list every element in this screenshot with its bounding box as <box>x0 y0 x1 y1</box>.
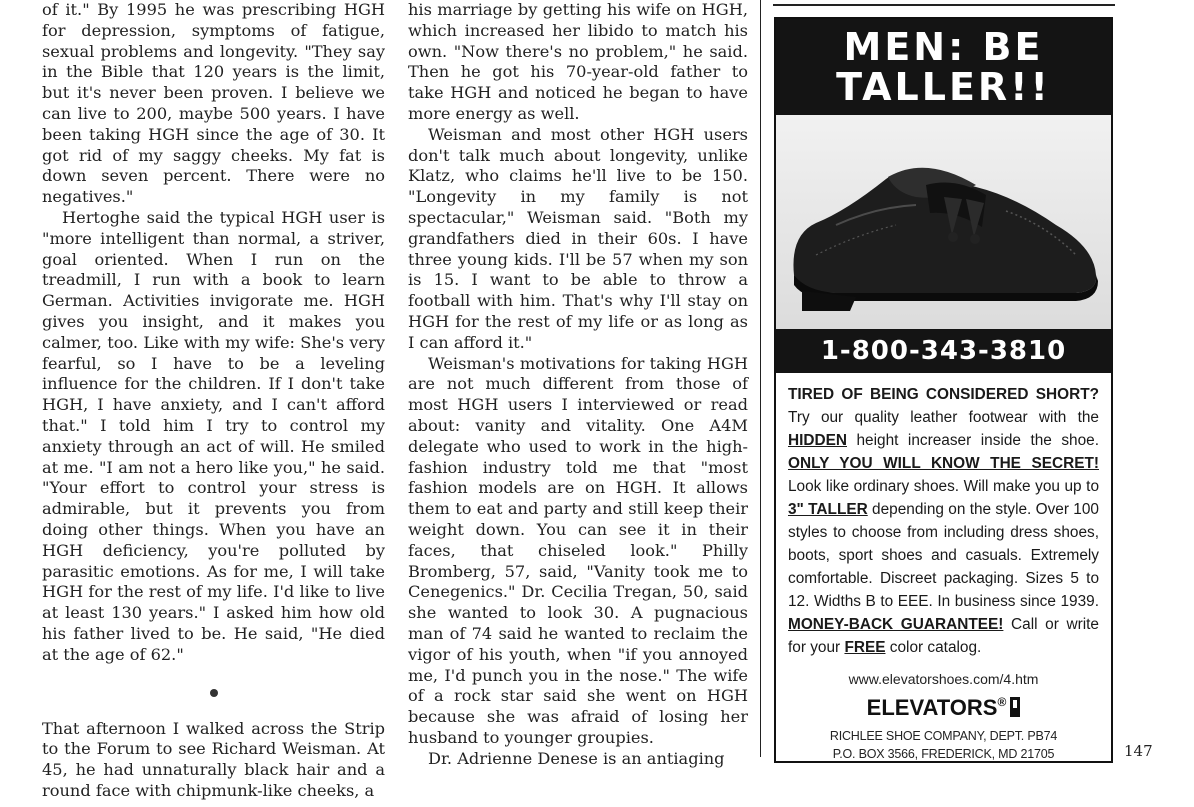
ad-address-block <box>776 727 1111 763</box>
ad-body-segment: Try our quality leather footwear with the <box>788 409 1099 426</box>
article-paragraph: That afternoon I walked across the Strip to the Forum to see Richard Weisman. At 45, he had unnaturally black hair and a round face with chipmunk-like cheeks, a <box>42 718 385 800</box>
registered-mark: ® <box>997 695 1007 709</box>
column-divider <box>760 0 761 757</box>
ad-body-segment: Look like ordinary shoes. Will make you up to <box>788 478 1099 495</box>
ad-headline <box>776 19 1111 115</box>
ad-body-segment: MONEY-BACK GUARANTEE! <box>788 616 1004 633</box>
shoe-photo <box>776 115 1111 329</box>
shoe-illustration <box>776 115 1111 329</box>
ad-body-segment: ONLY YOU WILL KNOW THE SECRET! <box>788 455 1099 472</box>
ad-company: RICHLEE SHOE COMPANY, DEPT. PB74 <box>829 729 1058 743</box>
article-paragraph: his marriage by getting his wife on HGH, which increased her libido to match his own. "Now there's no problem," he said. Then he got his 70-year-old father to take HGH and noticed he began to have more energy as well. <box>408 0 748 123</box>
ad-headline-line: MEN: BE <box>843 25 1044 69</box>
article-column-left <box>42 0 385 802</box>
ad-phone-number: 1-800-343-3810 <box>776 329 1111 373</box>
ad-body-segment: height increaser inside the shoe. <box>847 432 1099 449</box>
brand-text: ELEVATORS <box>866 695 998 720</box>
article-paragraph: Weisman and most other HGH users don't talk much about longevity, unlike Klatz, who claims he'll live to be 150. "Longevity in my family is not spectacular," Weisman said. "Both my grandfathers died in their 60s. I have three young kids. I'll be 57 when my son is 15. I want to be able to throw a football with him. That's why I'll stay on HGH for the rest of my life or as long as I can afford it." <box>408 124 748 352</box>
ad-headline-line: TALLER!! <box>836 65 1051 109</box>
article-paragraph: Dr. Adrienne Denese is an antiaging <box>428 748 725 768</box>
ad-body-segment: HIDDEN <box>788 432 847 449</box>
ad-body-segment: FREE <box>844 639 886 656</box>
ad-body-segment: Call or write for your <box>788 616 1099 656</box>
page-number: 147 <box>1124 742 1153 760</box>
article-paragraph: of it." By 1995 he was prescribing HGH for depression, symptoms of fatigue, sexual problems and longevity. "They say in the Bible that 120 years is the limit, but it's never been proven. I believe we can live to 200, maybe 500 years. I have been taking HGH since the age of 30. It got rid of my saggy cheeks. My fat is down seven percent. There were no negatives." <box>42 0 385 207</box>
ad-body-segment: 3" TALLER <box>788 501 868 518</box>
article-column-middle <box>408 0 748 769</box>
ad-body-segment: TIRED OF BEING CONSIDERED SHORT? <box>788 386 1099 403</box>
ad-body-text <box>776 373 1111 659</box>
elevator-logo-icon <box>1010 697 1020 717</box>
article-paragraph: Weisman's motivations for taking HGH are not much different from those of most HGH users I interviewed or read about: vanity and vitality. One A4M delegate who used to work in the high-fashion industry told me that "most fashion models are on HGH. It allows them to eat and party and still keep their weight down. You can see it in their faces, that chiseled look." Philly Bromberg, 57, said, "Vanity took me to Cenegenics." Dr. Cecilia Tregan, 50, said she wanted to look 30. A pugnacious man of 74 said he wanted to reclaim the vigor of his youth, when "if you annoyed me, I'd punch you in the nose." The wife of a rock star said she went on HGH because she was afraid of losing her husband to younger groupies. <box>408 353 748 747</box>
ad-body-segment: color catalog. <box>885 639 982 656</box>
ad-website: www.elevatorshoes.com/4.htm <box>848 671 1039 687</box>
ad-brand-name <box>776 695 1111 721</box>
advertisement <box>774 17 1113 763</box>
ad-postal-address: P.O. BOX 3566, FREDERICK, MD 21705 <box>832 747 1055 761</box>
article-paragraph: Hertoghe said the typical HGH user is "more intelligent than normal, a striver, goal oriented. When I run on the treadmill, I run with a book to learn German. Activities invigorate me. HGH gives you insight, and it makes you calmer, too. Like with my wife: She's very fearful, so I have to be a leveling influence for the children. If I don't take HGH, I have anxiety, and I can't afford that." I told him I try to control my anxiety through an act of will. He smiled at me. "I am not a hero like you," he said. "Your effort to control your stress is admirable, but it prevents you from doing other things. When you have an HGH deficiency, you're polluted by parasitic emotions. As for me, I will take HGH for the rest of my life. I'd like to live at least 130 years." I asked him how old his father lived to be. He said, "He died at the age of 62." <box>42 207 385 664</box>
section-separator-dot <box>210 689 218 697</box>
ad-top-rule <box>773 4 1115 6</box>
ad-body-segment: depending on the style. Over 100 styles to choose from including dress shoes, boots, sport shoes and casuals. Extremely comfortable. Discreet packaging. Sizes 5 to 12. Widths B to EEE. In business since 1939. <box>788 501 1099 610</box>
